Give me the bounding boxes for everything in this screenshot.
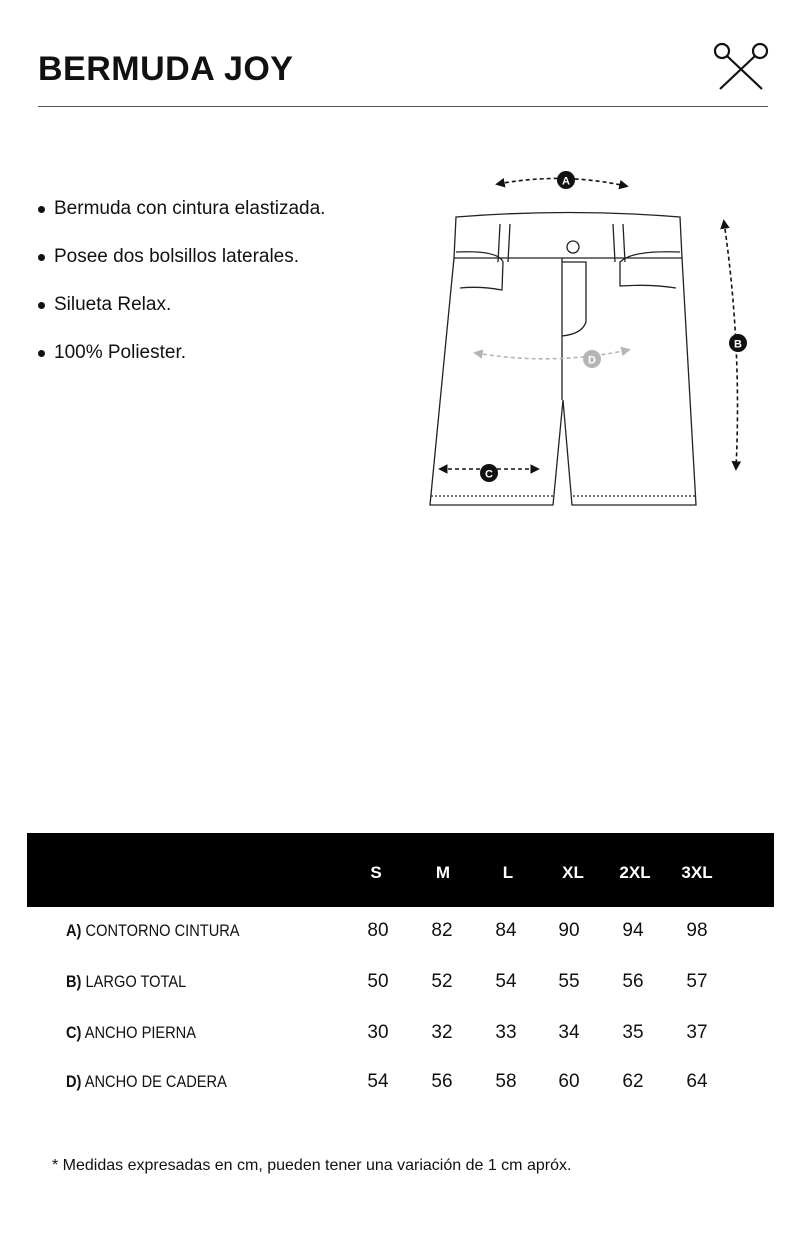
table-row bbox=[0, 1067, 800, 1097]
size-header-s: S bbox=[370, 863, 382, 882]
feature-list bbox=[38, 197, 358, 389]
table-cell: 34 bbox=[558, 1022, 580, 1043]
row-label: A) CONTORNO CINTURA bbox=[66, 921, 240, 940]
table-row bbox=[0, 916, 800, 946]
scissors-icon bbox=[712, 40, 770, 92]
table-cell: 54 bbox=[367, 1071, 389, 1092]
title-divider bbox=[38, 106, 768, 107]
table-cell: 30 bbox=[367, 1022, 389, 1043]
marker-d-label: D bbox=[588, 354, 596, 367]
table-row bbox=[0, 1018, 800, 1048]
feature-item: Bermuda con cintura elastizada. bbox=[38, 197, 358, 221]
table-cell: 37 bbox=[686, 1022, 708, 1043]
size-table-header bbox=[27, 833, 774, 907]
table-cell: 54 bbox=[495, 971, 517, 992]
table-cell: 52 bbox=[431, 971, 453, 992]
row-label: C) ANCHO PIERNA bbox=[66, 1023, 197, 1042]
marker-b-label: B bbox=[734, 338, 742, 351]
footnote: * Medidas expresadas en cm, pueden tener una variación de 1 cm apróx. bbox=[52, 1157, 572, 1174]
size-header-2xl: 2XL bbox=[619, 863, 651, 882]
size-header-3xl: 3XL bbox=[681, 863, 713, 882]
size-header-xl: XL bbox=[562, 863, 584, 882]
table-cell: 32 bbox=[431, 1022, 453, 1043]
feature-item: Silueta Relax. bbox=[38, 293, 358, 317]
table-cell: 56 bbox=[431, 1071, 453, 1092]
feature-item: 100% Poliester. bbox=[38, 341, 358, 365]
table-cell: 84 bbox=[495, 920, 517, 941]
table-cell: 57 bbox=[686, 971, 708, 992]
marker-c-label: C bbox=[485, 468, 493, 481]
table-cell: 58 bbox=[495, 1071, 517, 1092]
table-cell: 35 bbox=[622, 1022, 644, 1043]
table-cell: 56 bbox=[622, 971, 644, 992]
table-cell: 80 bbox=[367, 920, 389, 941]
row-label: B) LARGO TOTAL bbox=[66, 972, 187, 991]
table-row bbox=[0, 967, 800, 997]
table-cell: 55 bbox=[558, 971, 580, 992]
table-cell: 82 bbox=[431, 920, 453, 941]
table-cell: 60 bbox=[558, 1071, 580, 1092]
table-cell: 64 bbox=[686, 1071, 708, 1092]
table-cell: 33 bbox=[495, 1022, 517, 1043]
size-header-m: M bbox=[435, 863, 451, 882]
table-cell: 62 bbox=[622, 1071, 644, 1092]
table-cell: 94 bbox=[622, 920, 644, 941]
table-cell: 50 bbox=[367, 971, 389, 992]
size-header-l: L bbox=[502, 863, 514, 882]
table-cell: 90 bbox=[558, 920, 580, 941]
shorts-diagram bbox=[410, 160, 780, 520]
feature-item: Posee dos bolsillos laterales. bbox=[38, 245, 358, 269]
marker-a-label: A bbox=[562, 175, 570, 188]
page-title: BERMUDA JOY bbox=[38, 50, 294, 88]
table-cell: 98 bbox=[686, 920, 708, 941]
row-label: D) ANCHO DE CADERA bbox=[66, 1072, 227, 1091]
